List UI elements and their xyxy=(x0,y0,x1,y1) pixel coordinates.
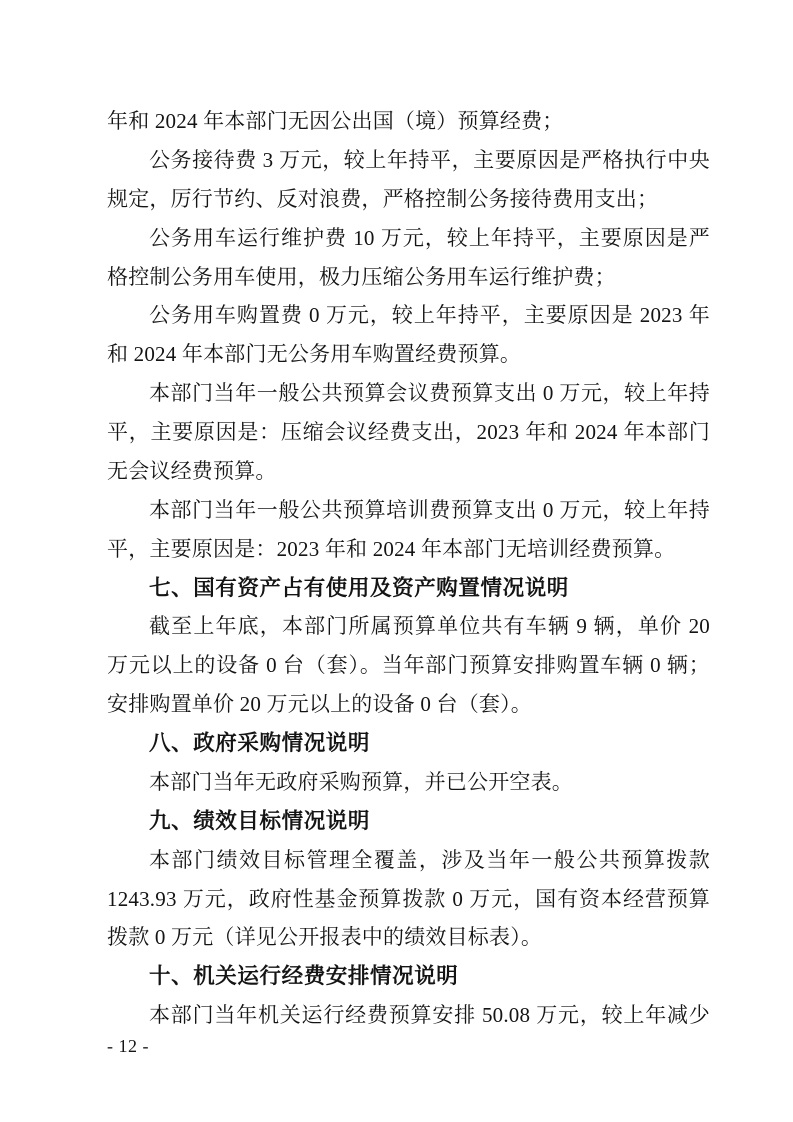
section-heading: 八、政府采购情况说明 xyxy=(149,731,371,755)
section-heading: 十、机关运行经费安排情况说明 xyxy=(149,964,459,989)
text-line: 无会议经费预算。 xyxy=(107,458,277,483)
text-line: 年和 2024 年本部门无因公出国（境）预算经费； xyxy=(107,109,564,133)
text-line: 本部门当年机关运行经费预算安排 50.08 万元，较上年减少 xyxy=(149,1003,710,1028)
text-line: 公务接待费 3 万元，较上年持平，主要原因是严格执行中央 xyxy=(149,147,710,172)
text-line: 1243.93 万元，政府性基金预算拨款 0 万元，国有资本经营预算 xyxy=(107,886,710,911)
text-line: 平，主要原因是：2023 年和 2024 年本部门无培训经费预算。 xyxy=(107,536,676,561)
text-line: 拨款 0 万元（详见公开报表中的绩效目标表）。 xyxy=(107,925,543,950)
section-heading: 七、国有资产占有使用及资产购置情况说明 xyxy=(149,575,569,600)
text-line: 本部门当年无政府采购预算，并已公开空表。 xyxy=(149,769,573,794)
text-line: 本部门当年一般公共预算会议费预算支出 0 万元，较上年持 xyxy=(149,381,710,406)
document-body xyxy=(107,102,710,1035)
text-line: 万元以上的设备 0 台（套）。当年部门预算安排购置车辆 0 辆； xyxy=(107,653,710,678)
section-heading: 九、绩效目标情况说明 xyxy=(149,808,371,833)
text-line: 和 2024 年本部门无公务用车购置经费预算。 xyxy=(107,342,522,367)
text-line: 平，主要原因是：压缩会议经费支出，2023 年和 2024 年本部门 xyxy=(107,420,710,444)
text-line: 本部门当年一般公共预算培训费预算支出 0 万元，较上年持 xyxy=(149,497,710,522)
text-line: 格控制公务用车使用，极力压缩公务用车运行维护费； xyxy=(107,264,616,289)
text-line: 安排购置单价 20 万元以上的设备 0 台（套）。 xyxy=(107,692,532,717)
text-line: 规定，厉行节约、反对浪费，严格控制公务接待费用支出； xyxy=(107,186,659,211)
page-number: - 12 - xyxy=(107,1036,149,1056)
text-line: 截至上年底，本部门所属预算单位共有车辆 9 辆，单价 20 xyxy=(149,614,710,639)
text-line: 公务用车运行维护费 10 万元，较上年持平，主要原因是严 xyxy=(149,225,710,250)
text-line: 本部门绩效目标管理全覆盖，涉及当年一般公共预算拨款 xyxy=(149,847,710,872)
text-line: 公务用车购置费 0 万元，较上年持平，主要原因是 2023 年 xyxy=(149,303,710,328)
